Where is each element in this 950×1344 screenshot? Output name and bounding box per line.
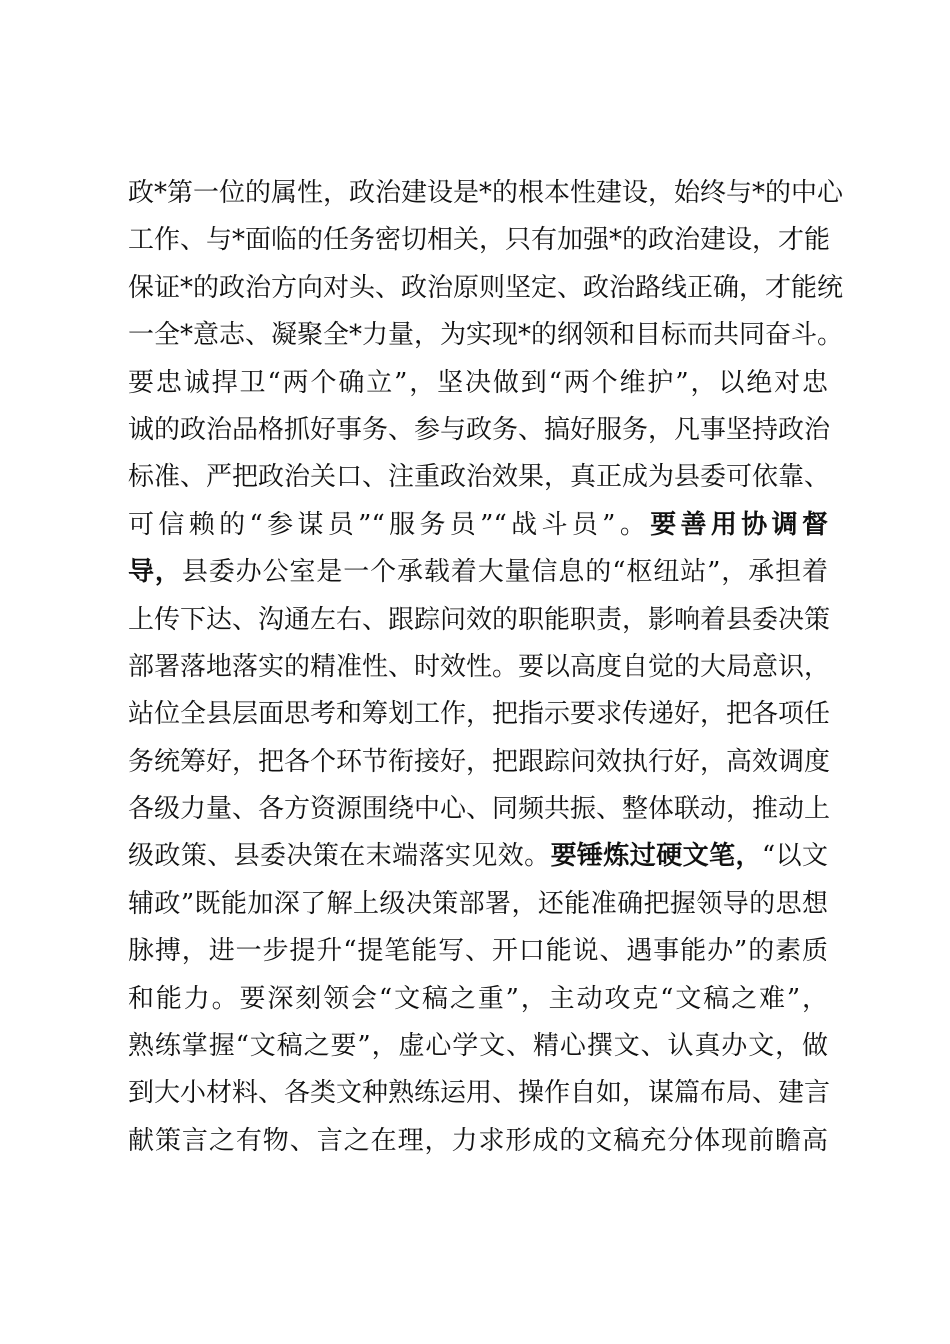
bold-heading-text: 要锤炼过硬文笔， bbox=[550, 841, 762, 872]
text-line bbox=[128, 454, 831, 501]
body-text: “以文 bbox=[761, 841, 828, 872]
text-line bbox=[128, 265, 844, 312]
body-text: 标准、严把政治关口、注重政治效果，真正成为县委可依靠、 bbox=[128, 462, 831, 493]
body-text: 保证*的政治方向对头、政治原则坚定、政治路线正确，才能统 bbox=[128, 272, 844, 303]
body-text: 政*第一位的属性，政治建设是*的根本性建设，始终与*的中心 bbox=[128, 178, 844, 208]
body-text: 站位全县层面思考和筹划工作，把指示要求传递好，把各项任 bbox=[128, 699, 831, 730]
body-text: 一全*意志、凝聚全*力量，为实现*的纲领和目标而共同奋斗。 bbox=[128, 320, 844, 351]
text-line bbox=[128, 1023, 828, 1070]
body-text: 可信赖的“参谋员”“服务员”“战斗员”。 bbox=[128, 509, 651, 540]
text-line bbox=[128, 360, 828, 407]
text-line bbox=[128, 644, 831, 691]
text-line bbox=[128, 786, 831, 833]
text-line bbox=[128, 1118, 828, 1165]
body-text: 务统筹好，把各个环节衔接好，把跟踪问效执行好，高效调度 bbox=[128, 746, 831, 777]
body-text: 工作、与*面临的任务密切相关，只有加强*的政治建设，才能 bbox=[128, 225, 831, 256]
text-line bbox=[128, 217, 831, 264]
body-text: 脉搏，进一步提升“提笔能写、开口能说、遇事能办”的素质 bbox=[128, 936, 828, 967]
text-line bbox=[128, 549, 828, 596]
body-text: 部署落地落实的精准性、时效性。要以高度自觉的大局意识， bbox=[128, 651, 831, 682]
text-line bbox=[128, 1070, 831, 1117]
text-line bbox=[128, 691, 831, 738]
body-text: 到大小材料、各类文种熟练运用、操作自如，谋篇布局、建言 bbox=[128, 1078, 831, 1109]
text-line bbox=[128, 170, 844, 217]
body-text: 级政策、县委决策在末端落实见效。 bbox=[128, 841, 551, 872]
text-line bbox=[128, 407, 831, 454]
text-line bbox=[128, 739, 831, 786]
text-line bbox=[128, 502, 828, 549]
body-text: 上传下达、沟通左右、跟踪问效的职能职责，影响着县委决策 bbox=[128, 604, 831, 635]
body-text: 和能力。要深刻领会“文稿之重”，主动攻克“文稿之难”， bbox=[128, 983, 828, 1014]
bold-heading-text: 要善用协调督 bbox=[650, 509, 828, 540]
body-text: 县委办公室是一个承载着大量信息的“枢纽站”，承担着 bbox=[181, 557, 828, 588]
body-text: 各级力量、各方资源围绕中心、同频共振、整体联动，推动上 bbox=[128, 794, 831, 825]
body-text: 诚的政治品格抓好事务、参与政务、搞好服务，凡事坚持政治 bbox=[128, 414, 831, 445]
bold-heading-text: 导， bbox=[128, 557, 182, 588]
text-line bbox=[128, 833, 828, 880]
text-line bbox=[128, 881, 828, 928]
text-line bbox=[128, 597, 831, 644]
document-body bbox=[128, 170, 844, 1165]
body-text: 要忠诚捍卫“两个确立”，坚决做到“两个维护”，以绝对忠 bbox=[128, 367, 828, 398]
body-text: 辅政”既能加深了解上级决策部署，还能准确把握领导的思想 bbox=[128, 888, 828, 919]
text-line bbox=[128, 976, 828, 1023]
body-text: 献策言之有物、言之在理，力求形成的文稿充分体现前瞻高 bbox=[128, 1125, 828, 1156]
text-line bbox=[128, 312, 844, 359]
body-text: 熟练掌握“文稿之要”，虚心学文、精心撰文、认真办文，做 bbox=[128, 1031, 828, 1062]
text-line bbox=[128, 928, 828, 975]
